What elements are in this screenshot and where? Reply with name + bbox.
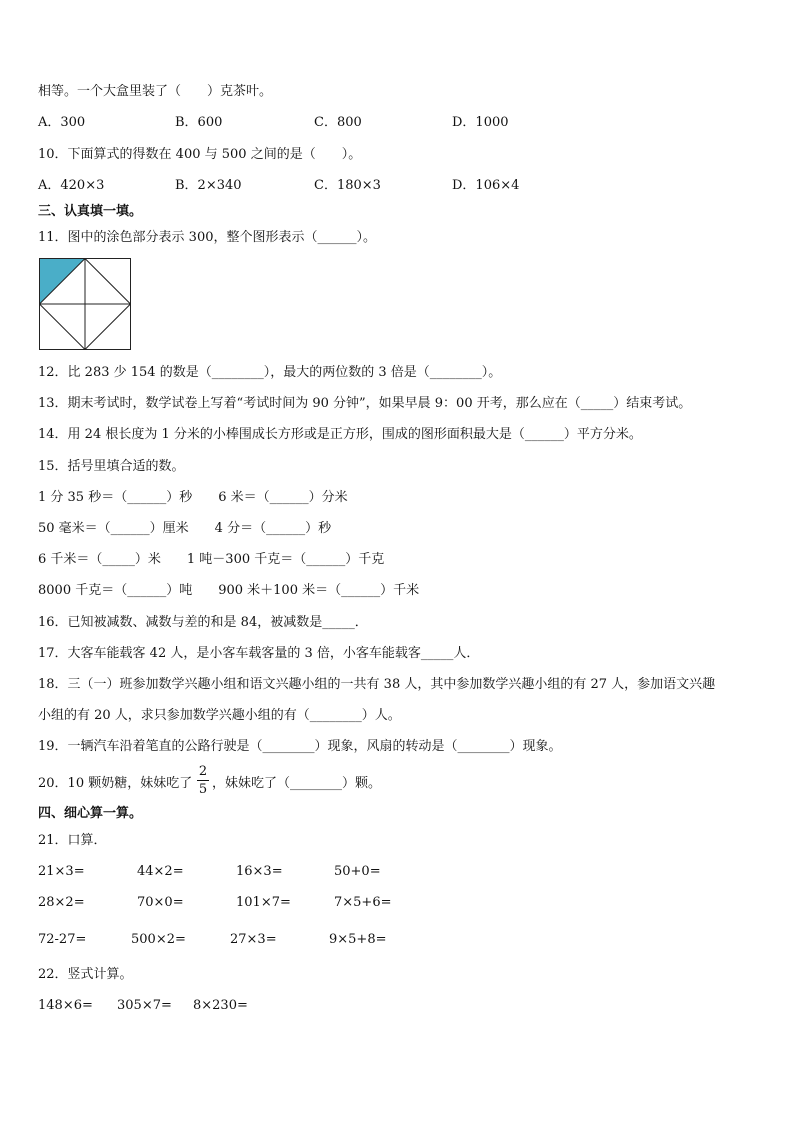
q22-item3: 8×230= (193, 998, 248, 1013)
q15-line-1: 1 分 35 秒＝（______）秒 6 米＝（______）分米 (38, 490, 348, 505)
q14-text: 14．用 24 根长度为 1 分米的小棒围成长方形或是正方形，围成的图形面积最大是（______）平方分米。 (38, 427, 642, 442)
q20-fraction (197, 764, 209, 797)
q15-line-4: 8000 千克＝（______）吨 900 米＋100 米＝（______）千米 (38, 583, 420, 598)
q18-line-1: 18．三（一）班参加数学兴趣小组和语文兴趣小组的一共有 38 人，其中参加数学兴趣小组的有 27 人，参加语文兴趣 (38, 677, 716, 692)
q21-row2-item3: 101×7= (236, 895, 291, 910)
q11-diamond-figure (39, 258, 131, 350)
q21-row3-item3: 27×3= (230, 932, 277, 947)
q21-row3-item4: 9×5+8= (329, 932, 387, 947)
q9-text: 相等。一个大盒里装了（ ）克茶叶。 (38, 84, 273, 99)
q21-row1-item1: 21×3= (38, 864, 85, 879)
q10-option-d: D．106×4 (452, 178, 520, 193)
q9-option-c: C．800 (314, 115, 362, 130)
q21-row3-item1: 72-27= (38, 932, 87, 947)
q21-row2-item1: 28×2= (38, 895, 85, 910)
q15-line-3: 6 千米＝（_____）米 1 吨－300 千克＝（______）千克 (38, 552, 385, 567)
q22-text: 22．竖式计算。 (38, 967, 133, 982)
q13-text: 13．期末考试时，数学试卷上写着“考试时间为 90 分钟”，如果早晨 9：00 开考，那么应在（_____）结束考试。 (38, 396, 692, 411)
q21-row2-item4: 7×5+6= (334, 895, 392, 910)
section-3-heading: 三、认真填一填。 (38, 204, 143, 219)
q12-text: 12．比 283 少 154 的数是（________），最大的两位数的 3 倍是（________）。 (38, 365, 502, 380)
q15-text: 15．括号里填合适的数。 (38, 459, 185, 474)
q10-option-b: B．2×340 (175, 178, 242, 193)
q22-item1: 148×6= (38, 998, 93, 1013)
q15-line-2: 50 毫米＝（______）厘米 4 分＝（______）秒 (38, 521, 332, 536)
q20-suffix: ，妹妹吃了（________）颗。 (212, 776, 382, 791)
q10-option-c: C．180×3 (314, 178, 381, 193)
q10-option-a: A．420×3 (38, 178, 105, 193)
q20-prefix: 20．10 颗奶糖，妹妹吃了 (38, 776, 193, 791)
q16-text: 16．已知被减数、减数与差的和是 84，被减数是_____． (38, 615, 368, 630)
q21-text: 21．口算． (38, 833, 107, 848)
q17-text: 17．大客车能载客 42 人，是小客车载客量的 3 倍，小客车能载客_____人． (38, 646, 480, 661)
q9-option-a: A．300 (38, 115, 86, 130)
q22-item2: 305×7= (117, 998, 172, 1013)
q21-row1-item3: 16×3= (236, 864, 283, 879)
q9-option-b: B．600 (175, 115, 223, 130)
q11-text: 11．图中的涂色部分表示 300，整个图形表示（______）。 (38, 230, 376, 245)
q19-text: 19．一辆汽车沿着笔直的公路行驶是（________）现象，风扇的转动是（________）现象。 (38, 739, 562, 754)
fraction-bar (197, 780, 209, 781)
q21-row1-item2: 44×2= (137, 864, 184, 879)
q10-text: 10．下面算式的得数在 400 与 500 之间的是（ ）。 (38, 147, 362, 162)
q9-option-d: D．1000 (452, 115, 509, 130)
section-4-heading: 四、细心算一算。 (38, 806, 143, 821)
q18-line-2: 小组的有 20 人，求只参加数学兴趣小组的有（________）人。 (38, 708, 401, 723)
q21-row2-item2: 70×0= (137, 895, 184, 910)
fraction-denominator: 5 (198, 782, 208, 797)
fraction-numerator: 2 (198, 764, 208, 779)
q21-row1-item4: 50+0= (334, 864, 381, 879)
q21-row3-item2: 500×2= (131, 932, 186, 947)
